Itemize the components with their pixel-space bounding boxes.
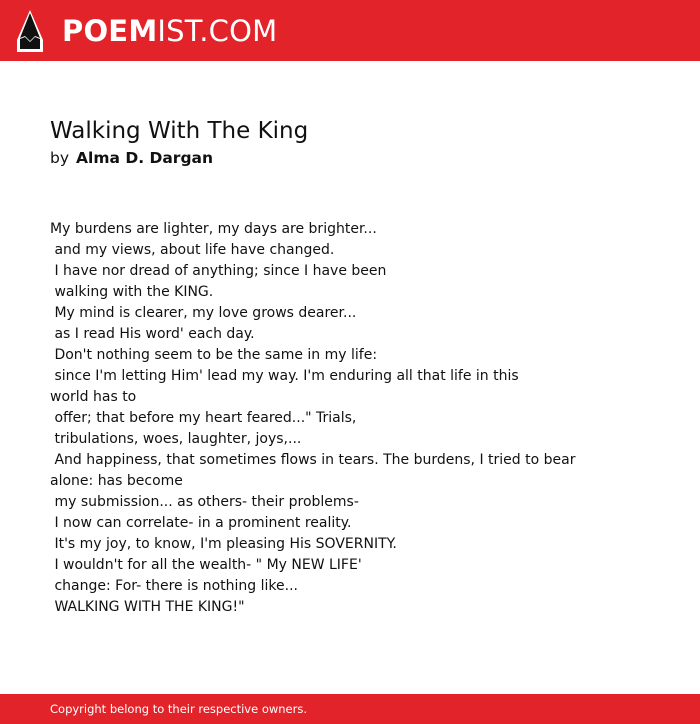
site-footer <box>0 694 700 724</box>
poem-line: WALKING WITH THE KING!" <box>50 599 245 615</box>
poem-line: change: For- there is nothing like... <box>50 578 298 594</box>
poem-line: Don't nothing seem to be the same in my life: <box>50 347 378 363</box>
poem-line: walking with the KING. <box>50 284 214 300</box>
poem-line: My burdens are lighter, my days are brighter... <box>50 221 377 237</box>
poem-line: as I read His word' each day. <box>50 326 255 342</box>
poem-line: alone: has become <box>50 473 183 489</box>
poem-title: Walking With The King <box>50 118 309 144</box>
poem-line: My mind is clearer, my love grows dearer... <box>50 305 357 321</box>
poem-line: offer; that before my heart feared..." Trials, <box>50 410 357 426</box>
poem-line: and my views, about life have changed. <box>50 242 335 258</box>
poem-line: tribulations, woes, laughter, joys,... <box>50 431 302 447</box>
brand-light: IST.COM <box>157 14 278 48</box>
copyright-notice: Copyright belong to their respective owners. <box>50 702 308 716</box>
poem-byline <box>50 149 213 167</box>
poem-body <box>50 219 590 618</box>
poem-line: my submission... as others- their problems- <box>50 494 359 510</box>
poem-line: since I'm letting Him' lead my way. I'm enduring all that life in this <box>50 368 519 384</box>
site-logo-text[interactable] <box>62 13 277 49</box>
site-header <box>0 0 700 61</box>
poem-line: And happiness, that sometimes flows in tears. The burdens, I tried to bear <box>50 452 576 468</box>
brand-bold: POEM <box>62 14 158 48</box>
author-name[interactable]: Alma D. Dargan <box>76 149 214 167</box>
pencil-tip-icon[interactable] <box>17 10 43 52</box>
poem-line: It's my joy, to know, I'm pleasing His SOVERNITY. <box>50 536 397 552</box>
poem-line: I wouldn't for all the wealth- " My NEW LIFE' <box>50 557 362 573</box>
poem-line: world has to <box>50 389 137 405</box>
by-label: by <box>50 149 70 167</box>
poem-line: I have nor dread of anything; since I have been <box>50 263 387 279</box>
poem-line: I now can correlate- in a prominent reality. <box>50 515 352 531</box>
